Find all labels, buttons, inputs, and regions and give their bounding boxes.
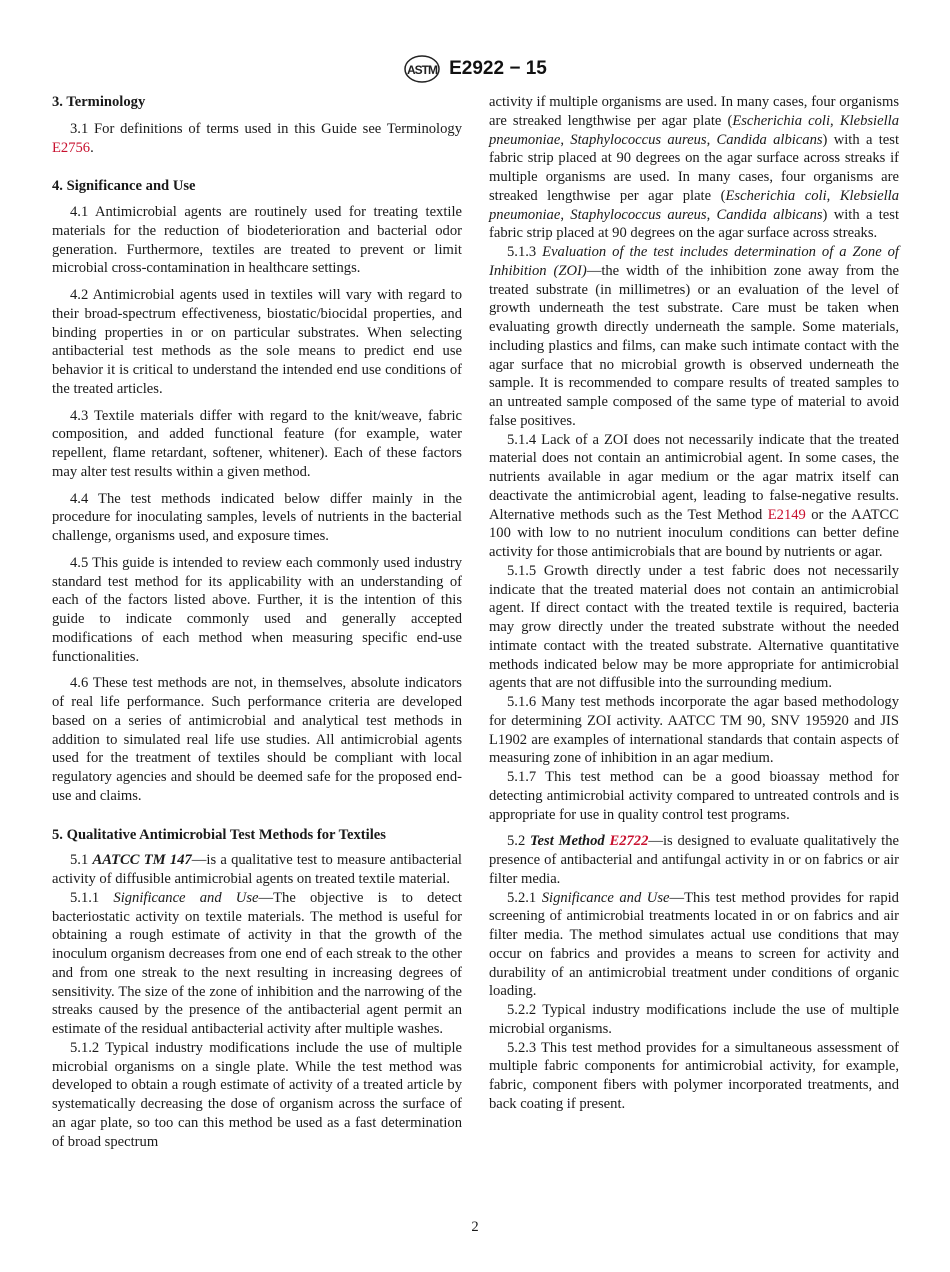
text-segment: Klebsiella pneumoniae bbox=[489, 187, 899, 223]
text-segment: 5.2.2 Typical industry modifications include the use of multiple microbial organisms. bbox=[489, 1002, 899, 1037]
text-segment: , bbox=[560, 206, 571, 223]
paragraph bbox=[489, 693, 899, 768]
text-segment: 5.1.5 Growth directly under a test fabric does not necessarily indicate that the treated material does not contain an antimicrobial agent. If direct contact with the treated textile is required, bacteria may grow directly under the treated substrate without the needed intimate contact with the treated substrate. Alternative quantitative methods indicated below may be more appropriate for antimicrobial agents that are not diffusible into the surrounding medium. bbox=[489, 562, 899, 692]
paragraph bbox=[489, 768, 899, 824]
text-segment: 5.2.1 bbox=[507, 889, 542, 906]
paragraph bbox=[52, 120, 462, 158]
text-segment: 5.2 bbox=[507, 833, 530, 850]
text-segment: 5.1.3 bbox=[507, 244, 543, 260]
svg-text:ASTM: ASTM bbox=[407, 63, 438, 77]
text-segment: Significance and Use bbox=[541, 889, 670, 906]
paragraph bbox=[52, 674, 462, 805]
text-segment: —is designed to evaluate qualitatively the presence of antibacterial and antifungal activity in or on fabrics or air filter media. bbox=[489, 833, 900, 887]
paragraph bbox=[52, 1039, 462, 1152]
left-column bbox=[52, 93, 462, 1151]
text-segment: Candida albicans bbox=[716, 206, 823, 223]
paragraph bbox=[489, 1039, 899, 1114]
paragraph bbox=[489, 889, 899, 1002]
standard-reference-link[interactable]: E2722 bbox=[609, 833, 649, 850]
standard-reference-link[interactable]: E2149 bbox=[767, 506, 806, 523]
standard-reference-link[interactable]: E2756 bbox=[52, 139, 91, 156]
paragraph bbox=[52, 490, 462, 546]
paragraph bbox=[52, 286, 462, 399]
text-segment: 5.2.3 This test method provides for a simultaneous assessment of multiple fabric components for antimicrobial activity, for example, fabric, component fibers with polymer incorporated treatments, and back coating if present. bbox=[489, 1039, 899, 1112]
paragraph bbox=[489, 832, 899, 888]
paragraph bbox=[52, 203, 462, 278]
text-segment: —the width of the inhibition zone away from the treated substrate (in millimetres) or an evaluation of the level of growth underneath the test substrate. Care must be taken when evaluating growth directly underneath the sample. Some materials, including plastics and films, can make such intimate contact with the agar surface that no microbial growth is observed underneath the sample. It is recommended to compare results of treated samples to an untreated sample composed of the same type of material to avoid false positives. bbox=[489, 262, 899, 429]
text-segment: 4.1 Antimicrobial agents are routinely used for treating textile materials for the reduction of biodeterioration and bacterial odor generation. Furthermore, textiles are treated to prevent or limit microbial cross-contamination in healthcare settings. bbox=[52, 204, 462, 277]
text-segment: Candida albicans bbox=[716, 131, 823, 148]
text-segment: Klebsiella pneumoniae bbox=[489, 112, 899, 148]
text-segment: Significance and Use bbox=[113, 889, 259, 906]
text-segment: AATCC TM 147 bbox=[92, 852, 192, 869]
text-segment: , bbox=[826, 187, 840, 204]
text-segment: , bbox=[706, 206, 717, 223]
text-segment: 4.6 These test methods are not, in themselves, absolute indicators of real life performance. Such performance criteria are developed based on a series of antimicrobial and analytical test methods in addition to simulated real life use studies. All antimicrobial agents used for the treatment of textiles should be compliant with local regulatory agencies and should be deemed safe for the proposed end-use and claims. bbox=[52, 675, 462, 804]
paragraph bbox=[52, 889, 462, 1039]
text-segment: 3.1 For definitions of terms used in this Guide see Terminology bbox=[70, 120, 462, 137]
text-segment: —is a qualitative test to measure antibacterial activity of diffusible antimicrobial agents on treated textile material. bbox=[52, 852, 462, 887]
text-segment: 5.1.4 Lack of a ZOI does not necessarily indicate that the treated material does not contain an antimicrobial agent. In some cases, the nutrients available in agar medium or the agar matrix itself can deactivate the antimicrobial agent, leading to false-negative results. Alternative methods such as the Test Method bbox=[489, 431, 899, 523]
text-segment: Evaluation of the test includes determination of a Zone of Inhibition (ZOI) bbox=[489, 244, 899, 279]
paragraph bbox=[489, 562, 899, 693]
text-segment: activity if multiple organisms are used. In many cases, four organisms are streaked lengthwise per agar plate ( bbox=[489, 94, 899, 129]
text-segment: 4.3 Textile materials differ with regard to the knit/weave, fabric composition, and added functional feature (for example, water repellent, flame retardant, softener, whitener). Each of these factors may alter test results within a given method. bbox=[52, 407, 462, 480]
document-id: E2922 − 15 bbox=[449, 58, 547, 79]
astm-logo-icon bbox=[403, 54, 441, 84]
paragraph bbox=[52, 407, 462, 482]
text-segment: ) with a test fabric strip placed at 90 degrees on the agar surface across streaks. bbox=[489, 206, 899, 242]
text-segment: Escherichia coli bbox=[725, 187, 827, 204]
text-segment: , bbox=[706, 131, 717, 148]
paragraph bbox=[489, 93, 899, 243]
text-segment: 5.1.1 bbox=[70, 889, 114, 906]
text-segment: 5.1.2 Typical industry modifications include the use of multiple microbial organisms on a single plate. While the test method was developed to obtain a rough estimate of activity of a treated article by systematically decreasing the dose of organism across the surface of an agar plate, so too can this method be used as a fast determination of broad spectrum bbox=[52, 1039, 462, 1150]
text-segment: 4.2 Antimicrobial agents used in textiles will vary with regard to their broad-spectrum effectiveness, biostatic/biocidal properties, and binding properties in or on particular substrates. When selecting antibacterial test methods as the sole means to predict end use behavior it is critical to understand the intended end use conditions of the treated articles. bbox=[52, 287, 462, 397]
section-heading bbox=[52, 177, 462, 196]
paragraph bbox=[52, 554, 462, 667]
text-segment: 5. Qualitative Antimicrobial Test Methods for Textiles bbox=[52, 826, 386, 843]
text-segment: 4.5 This guide is intended to review each commonly used industry standard test method for its applicability with an understanding of each of the factors listed above. Further, it is the intention of this guide to indicate commonly used and generally accepted modifications of each method when measuring specific end-use functionalities. bbox=[52, 554, 462, 665]
paragraph bbox=[489, 1001, 899, 1039]
text-segment: 5.1.7 This test method can be a good bioassay method for detecting antimicrobial activity compared to untreated controls and is appropriate for use in quality control test programs. bbox=[489, 769, 899, 823]
paragraph bbox=[489, 243, 899, 431]
text-segment: —This test method provides for rapid screening of antimicrobial treatments located in or on fabrics and air filter media. The method simulates actual use conditions that may occur on fabrics and provides a means to screen for activity and durability of an antimicrobial treatment under conditions of organic loading. bbox=[489, 889, 899, 1000]
text-segment: 5.1.6 Many test methods incorporate the agar based methodology for determining ZOI activity. AATCC TM 90, SNV 195920 and JIS L1902 are examples of international standards that contain aspects of measuring zone of inhibition in an agar medium. bbox=[489, 694, 899, 767]
page-number: 2 bbox=[471, 1219, 479, 1235]
text-segment: Staphylococcus aureus bbox=[570, 206, 707, 223]
text-segment: —The objective is to detect bacteriostatic activity on textile materials. The method is useful for obtaining a rough estimate of activity in that the growth of the inoculum organism decreases from one end of each streak to the other and from one streak to the next resulting in increasing degrees of sensitivity. The size of the zone of inhibition and the narrowing of the streaks caused by the presence of the antibacterial agent permit an estimate of the residual antibacterial activity after multiple washes. bbox=[52, 889, 462, 1037]
section-heading bbox=[52, 93, 462, 112]
text-segment: , bbox=[830, 112, 840, 129]
text-segment: , bbox=[560, 131, 571, 148]
text-segment: ) with a test fabric strip placed at 90 degrees on the agar surface across streaks if multiple organisms are used. In many cases, four organisms are streaked lengthwise per agar plate ( bbox=[489, 131, 899, 204]
text-segment: or the AATCC 100 with low to no nutrient inoculum conditions can better define activity for those antimicrobials that are bound by nutrients or agar. bbox=[489, 506, 900, 560]
paragraph bbox=[52, 851, 462, 889]
text-segment: 3. Terminology bbox=[52, 94, 146, 110]
text-segment: 5.1 bbox=[70, 852, 93, 869]
text-segment: 4.4 The test methods indicated below differ mainly in the procedure for inoculating samples, levels of nutrients in the bacterial challenge, organisms used, and exposure times. bbox=[52, 490, 462, 544]
right-column bbox=[489, 93, 899, 1114]
text-segment: . bbox=[90, 139, 94, 156]
text-segment: Escherichia coli bbox=[732, 112, 831, 129]
section-heading bbox=[52, 826, 462, 845]
text-segment: 4. Significance and Use bbox=[52, 178, 196, 195]
paragraph bbox=[489, 431, 899, 562]
text-segment: Staphylococcus aureus bbox=[570, 131, 707, 148]
page-header bbox=[0, 54, 950, 84]
text-segment: Test Method bbox=[529, 833, 610, 850]
